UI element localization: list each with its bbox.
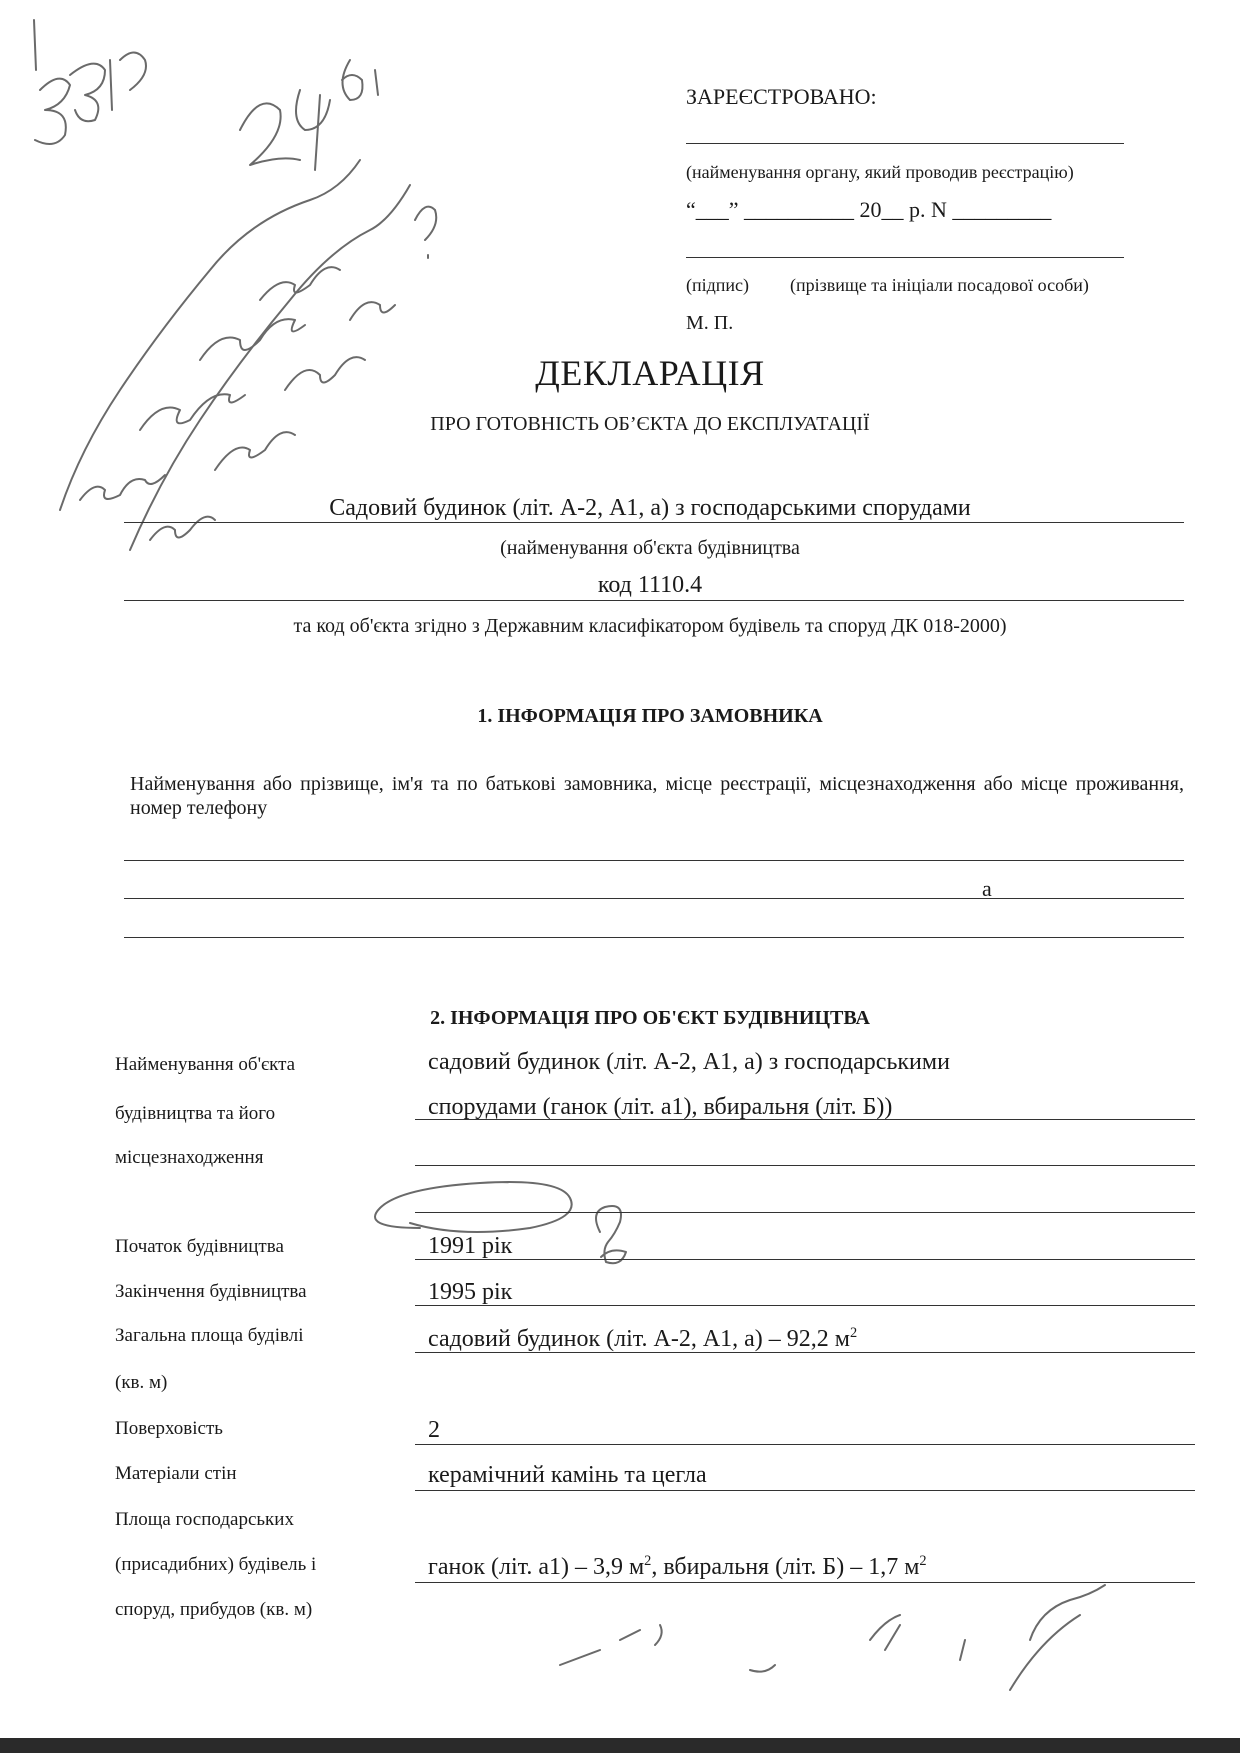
value-aux-text-2: , вбиральня (літ. Б) – 1,7 м xyxy=(651,1554,920,1580)
customer-line-3 xyxy=(124,937,1184,938)
section1-heading: 1. ІНФОРМАЦІЯ ПРО ЗАМОВНИКА xyxy=(477,705,823,727)
label-object-1: Найменування об'єкта xyxy=(115,1054,296,1075)
label-object-3: місцезнаходження xyxy=(115,1147,264,1168)
value-floors: 2 xyxy=(428,1417,440,1443)
object-code-value: код 1110.4 xyxy=(597,572,703,598)
floors-line xyxy=(415,1444,1195,1445)
value-aux-sup-1: 2 xyxy=(644,1553,652,1569)
customer-fragment: а xyxy=(982,876,992,901)
stamp-place: М. П. xyxy=(686,312,734,334)
registration-date-line: “___” __________ 20__ р. N _________ xyxy=(686,197,1052,222)
value-area-sup: 2 xyxy=(849,1325,858,1341)
value-end: 1995 рік xyxy=(428,1279,513,1305)
label-start: Початок будівництва xyxy=(115,1236,284,1257)
area-line xyxy=(415,1352,1195,1353)
value-object-2: спорудами (ганок (літ. а1), вбиральня (літ. Б)) xyxy=(428,1094,893,1120)
value-aux-text-1: ганок (літ. а1) – 3,9 м xyxy=(428,1554,645,1580)
object-line-2 xyxy=(415,1119,1195,1120)
object-name-line xyxy=(124,522,1184,523)
start-line xyxy=(415,1259,1195,1260)
value-walls: керамічний камінь та цегла xyxy=(428,1462,707,1488)
end-line xyxy=(415,1305,1195,1306)
registration-label: ЗАРЕЄСТРОВАНО: xyxy=(686,84,877,109)
signature-line xyxy=(686,257,1124,258)
label-object-2: будівництва та його xyxy=(115,1103,276,1124)
value-aux-sup-2: 2 xyxy=(919,1553,927,1569)
value-aux xyxy=(428,1554,927,1579)
object-line-4 xyxy=(415,1212,1195,1213)
label-walls: Матеріали стін xyxy=(115,1463,237,1484)
label-aux-2: (присадибних) будівель і xyxy=(115,1554,317,1575)
aux-line xyxy=(415,1582,1195,1583)
handwritten-bottom-marks xyxy=(560,1585,1105,1690)
signature-caption: (підпис) xyxy=(686,275,750,295)
document-title: ДЕКЛАРАЦІЯ xyxy=(535,353,765,393)
label-aux-1: Площа господарських xyxy=(115,1509,294,1530)
object-name-value: Садовий будинок (літ. А-2, А1, а) з господарськими спорудами xyxy=(329,495,971,521)
label-area-1: Загальна площа будівлі xyxy=(115,1325,304,1346)
label-aux-3: споруд, прибудов (кв. м) xyxy=(115,1599,313,1620)
object-code-line xyxy=(124,600,1184,601)
value-start: 1991 рік xyxy=(428,1233,513,1259)
document-subtitle: ПРО ГОТОВНІСТЬ ОБ’ЄКТА ДО ЕКСПЛУАТАЦІЇ xyxy=(430,413,870,435)
handwritten-number-mark xyxy=(34,20,378,170)
section1-description: Найменування або прізвище, ім'я та по батькові замовника, місце реєстрації, місцезнаходження або місце проживання, номер телефону xyxy=(130,773,1184,819)
object-name-caption: (найменування об'єкта будівництва xyxy=(500,537,800,559)
section2-heading: 2. ІНФОРМАЦІЯ ПРО ОБ'ЄКТ БУДІВНИЦТВА xyxy=(430,1007,870,1029)
customer-line-2 xyxy=(124,898,1184,899)
customer-line-1 xyxy=(124,860,1184,861)
object-line-3 xyxy=(415,1165,1195,1166)
value-area-text: садовий будинок (літ. А-2, А1, а) – 92,2 м xyxy=(428,1326,850,1352)
organ-caption: (найменування органу, який проводив реєстрацію) xyxy=(686,162,1074,182)
label-area-2: (кв. м) xyxy=(115,1372,168,1393)
name-caption: (прізвище та ініціали посадової особи) xyxy=(790,275,1089,295)
label-end: Закінчення будівництва xyxy=(115,1281,307,1302)
organ-line xyxy=(686,143,1124,144)
value-area xyxy=(428,1326,857,1351)
scan-bottom-edge xyxy=(0,1738,1240,1753)
object-code-caption: та код об'єкта згідно з Державним класифікатором будівель та споруд ДК 018-2000) xyxy=(293,615,1007,637)
label-floors: Поверховість xyxy=(115,1418,223,1439)
walls-line xyxy=(415,1490,1195,1491)
value-object-1: садовий будинок (літ. А-2, А1, а) з господарськими xyxy=(428,1049,950,1075)
